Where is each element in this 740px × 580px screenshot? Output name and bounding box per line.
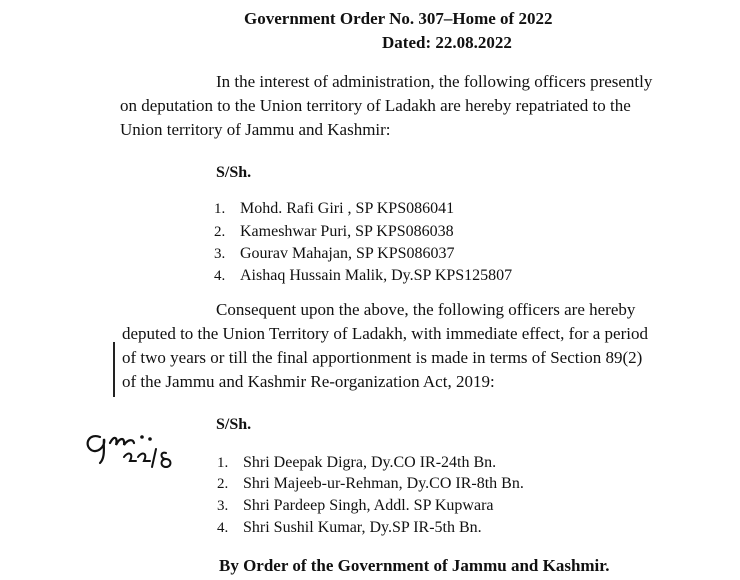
list-item (217, 519, 482, 537)
list-item-text: Shri Majeeb-ur-Rehman, Dy.CO IR-8th Bn. (243, 475, 524, 492)
para2-line4: of the Jammu and Kashmir Re-organization Act, 2019: (122, 372, 495, 391)
list-item-number: 2. (217, 476, 229, 492)
salutation-list1: S/Sh. (216, 164, 252, 181)
handwritten-signature (80, 415, 190, 485)
order-date: Dated: 22.08.2022 (382, 33, 512, 52)
salutation-list2: S/Sh. (216, 416, 252, 433)
list-item-number: 3. (217, 498, 229, 514)
list-item-text: Shri Sushil Kumar, Dy.SP IR-5th Bn. (243, 519, 482, 536)
para2-line2: deputed to the Union Territory of Ladakh, with immediate effect, for a period (122, 324, 648, 343)
list-item-number: 4. (214, 268, 226, 284)
list-item-text: Aishaq Hussain Malik, Dy.SP KPS125807 (240, 267, 513, 284)
list-item-number: 1. (214, 201, 226, 217)
list-item-number: 3. (214, 246, 226, 262)
list-item-text: Mohd. Rafi Giri , SP KPS086041 (240, 200, 455, 217)
list-item (217, 497, 494, 515)
list-item (214, 200, 454, 218)
list-item (217, 454, 496, 472)
closing-line: By Order of the Government of Jammu and Kashmir. (219, 556, 610, 575)
list-item-number: 4. (217, 520, 229, 536)
para1-line3: Union territory of Jammu and Kashmir: (120, 120, 391, 139)
order-number: Government Order No. 307–Home of 2022 (244, 9, 553, 28)
list-item (214, 267, 512, 285)
list-item (214, 223, 454, 241)
list-item-text: Shri Pardeep Singh, Addl. SP Kupwara (243, 497, 494, 514)
list-item-text: Shri Deepak Digra, Dy.CO IR-24th Bn. (243, 454, 497, 471)
list-item-number: 1. (217, 455, 229, 471)
margin-mark (113, 342, 115, 397)
list-item (217, 475, 524, 493)
list-item-text: Gourav Mahajan, SP KPS086037 (240, 245, 455, 262)
para2-line1: Consequent upon the above, the following officers are hereby (216, 300, 636, 319)
para1-line1: In the interest of administration, the following officers presently (216, 72, 653, 91)
signature-icon (80, 415, 190, 485)
para1-line2: on deputation to the Union territory of Ladakh are hereby repatriated to the (120, 96, 631, 115)
list-item (214, 245, 455, 263)
para2-line3: of two years or till the final apportionment is made in terms of Section 89(2) (122, 348, 643, 367)
list-item-text: Kameshwar Puri, SP KPS086038 (240, 223, 454, 240)
list-item-number: 2. (214, 224, 226, 240)
